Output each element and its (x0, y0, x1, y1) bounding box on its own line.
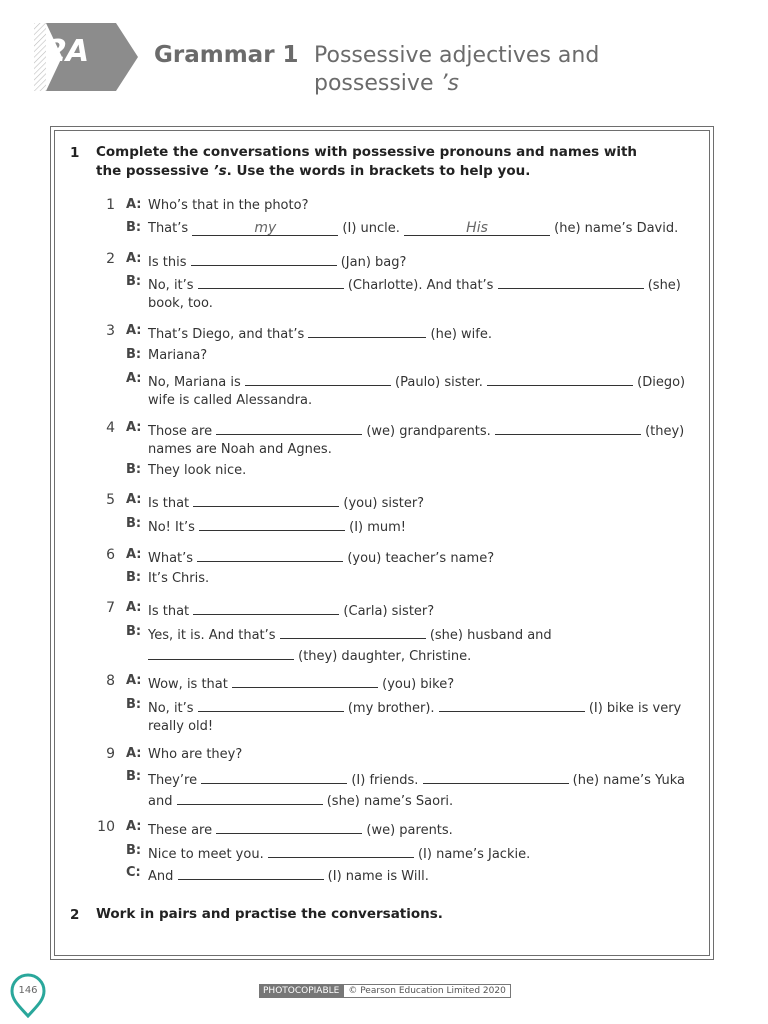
answer-blank[interactable]: my (192, 221, 338, 236)
item-number: 3 (106, 323, 115, 339)
line-text: No, it’s (my brother). (I) bike is very really old! (148, 697, 688, 736)
speaker: A: (126, 492, 142, 507)
copyright: © Pearson Education Limited 2020 (343, 984, 510, 998)
line-text: What’s (you) teacher’s name? (148, 547, 494, 568)
item-number: 9 (106, 746, 115, 762)
item-number: 1 (106, 197, 115, 213)
exercise-2-number: 2 (70, 907, 80, 923)
answer-blank[interactable] (498, 274, 644, 289)
line-text: It’s Chris. (148, 571, 210, 586)
speaker: A: (126, 251, 142, 266)
answer-blank[interactable] (439, 697, 585, 712)
speaker: B: (126, 843, 142, 858)
page-number: 146 (18, 985, 38, 996)
answer-blank[interactable] (423, 769, 569, 784)
answer-blank[interactable] (280, 624, 426, 639)
speaker: B: (126, 462, 142, 477)
line-text: Who’s that in the photo? (148, 198, 309, 213)
line-text: Is that (you) sister? (148, 492, 424, 513)
answer-blank[interactable] (216, 819, 362, 834)
line-text: No, it’s (Charlotte). And that’s (she) book, too. (148, 274, 688, 313)
speaker: A: (126, 746, 142, 761)
exercise-1-number: 1 (70, 145, 80, 161)
answer-blank[interactable] (193, 492, 339, 507)
speaker: A: (126, 420, 142, 435)
item-number: 4 (106, 420, 115, 436)
speaker: A: (126, 197, 142, 212)
speaker: A: (126, 323, 142, 338)
speaker: B: (126, 347, 142, 362)
answer-blank[interactable] (268, 843, 414, 858)
item-number: 2 (106, 251, 115, 267)
answer-blank[interactable]: His (404, 221, 550, 236)
line-text: Wow, is that (you) bike? (148, 673, 454, 694)
speaker: B: (126, 769, 142, 784)
answer-blank[interactable] (245, 371, 391, 386)
line-text: They look nice. (148, 463, 247, 478)
item-number: 8 (106, 673, 115, 689)
answer-blank[interactable] (191, 251, 337, 266)
answer-blank[interactable] (232, 673, 378, 688)
answer-blank[interactable] (193, 600, 339, 615)
answer-blank[interactable] (487, 371, 633, 386)
line-text: They’re (I) friends. (he) name’s Yuka and (she) name’s Saori. (148, 769, 688, 811)
line-text: No, Mariana is (Paulo) sister. (Diego) wife is called Alessandra. (148, 371, 688, 410)
line-text: Is that (Carla) sister? (148, 600, 434, 621)
unit-number: 2A (46, 34, 89, 69)
speaker: B: (126, 570, 142, 585)
line-text: No! It’s (I) mum! (148, 516, 406, 537)
photocopiable-label: PHOTOCOPIABLE (259, 984, 343, 998)
answer-blank[interactable] (216, 420, 362, 435)
speaker: A: (126, 600, 142, 615)
answer-blank[interactable] (148, 645, 294, 660)
line-text: Those are (we) grandparents. (they) names are Noah and Agnes. (148, 420, 688, 459)
answer-blank[interactable] (495, 420, 641, 435)
page-title: Possessive adjectives and possessive ’s (314, 43, 600, 96)
item-number: 10 (97, 819, 115, 835)
exercise-2-instruction: Work in pairs and practise the conversations. (96, 906, 443, 922)
speaker: B: (126, 274, 142, 289)
line-text: That’s Diego, and that’s (he) wife. (148, 323, 492, 344)
speaker: A: (126, 547, 142, 562)
speaker: A: (126, 819, 142, 834)
line-text: And (I) name is Will. (148, 865, 429, 886)
item-number: 5 (106, 492, 115, 508)
speaker: C: (126, 865, 141, 880)
exercise-1-instruction: Complete the conversations with possessive pronouns and names with the possessive ’s. Use the words in brackets to help you. (96, 144, 638, 179)
line-text: Yes, it is. And that’s (she) husband and (they) daughter, Christine. (148, 624, 568, 666)
answer-blank[interactable] (201, 769, 347, 784)
line-text: Is this (Jan) bag? (148, 251, 406, 272)
speaker: B: (126, 624, 142, 639)
answer-blank[interactable] (308, 323, 426, 338)
footer (259, 984, 511, 998)
speaker: A: (126, 371, 142, 386)
answer-blank[interactable] (198, 697, 344, 712)
line-text: Who are they? (148, 747, 243, 762)
answer-blank[interactable] (199, 516, 345, 531)
answer-blank[interactable] (198, 274, 344, 289)
speaker: B: (126, 516, 142, 531)
speaker: B: (126, 697, 142, 712)
section-label: Grammar 1 (154, 42, 299, 68)
speaker: B: (126, 220, 142, 235)
line-text: That’s my (I) uncle. His (he) name’s David. (148, 220, 679, 236)
answer-blank[interactable] (197, 547, 343, 562)
answer-blank[interactable] (178, 865, 324, 880)
line-text: Mariana? (148, 348, 208, 363)
speaker: A: (126, 673, 142, 688)
item-number: 7 (106, 600, 115, 616)
item-number: 6 (106, 547, 115, 563)
line-text: These are (we) parents. (148, 819, 453, 840)
answer-blank[interactable] (177, 790, 323, 805)
line-text: Nice to meet you. (I) name’s Jackie. (148, 843, 530, 864)
